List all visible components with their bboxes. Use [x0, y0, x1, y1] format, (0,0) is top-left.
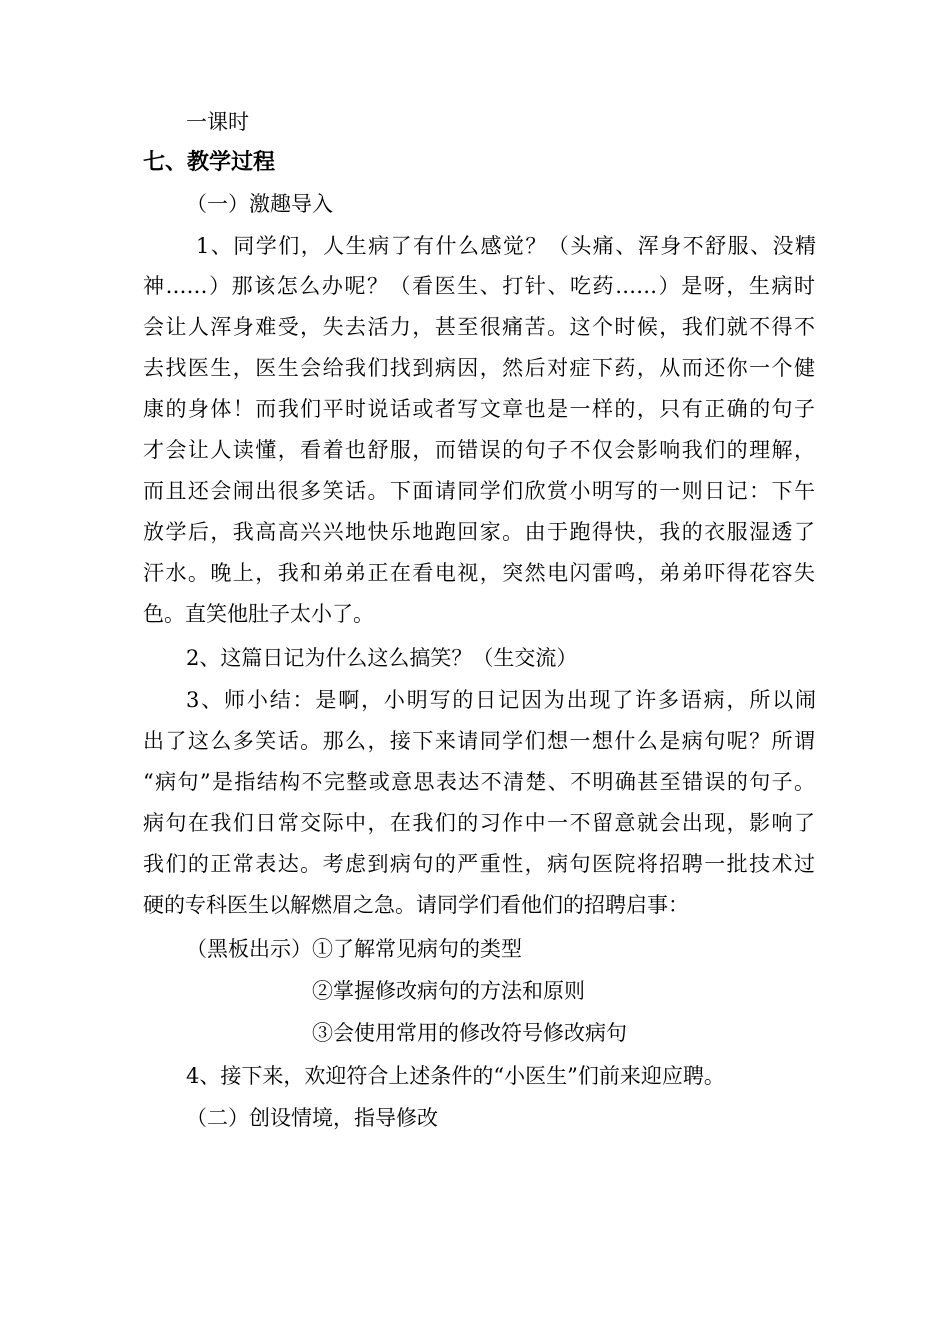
paragraph-line: 康的身体！而我们平时说话或者写文章也是一样的，只有正确的句子	[143, 397, 815, 421]
paragraph-line: 神……）那该怎么办呢？（看医生、打针、吃药……）是呀，生病时	[143, 274, 815, 298]
blackboard-item-3: ③会使用常用的修改符号修改病句	[312, 1021, 627, 1045]
paragraph-line: 2、这篇日记为什么这么搞笑？（生交流）	[186, 646, 578, 670]
paragraph-line: 3、师小结：是啊，小明写的日记因为出现了许多语病，所以闹	[186, 688, 816, 712]
section-heading-teaching-process: 七、教学过程	[143, 149, 276, 175]
subsection-heading-intro: （一）激趣导入	[186, 192, 333, 216]
paragraph-line: 色。直笑他肚子太小了。	[143, 602, 374, 626]
blackboard-item-1: （黑板出示）①了解常见病句的类型	[186, 937, 522, 961]
paragraph-line: 出了这么多笑话。那么，接下来请同学们想一想什么是病句呢？所谓	[143, 729, 815, 753]
blackboard-item-2: ②掌握修改病句的方法和原则	[312, 979, 585, 1003]
paragraph-line: 1、同学们，人生病了有什么感觉？（头痛、浑身不舒服、没精	[196, 234, 816, 258]
paragraph-line: 会让人浑身难受，失去活力，甚至很痛苦。这个时候，我们就不得不	[143, 315, 815, 339]
paragraph-line: 去找医生，医生会给我们找到病因，然后对症下药，从而还你一个健	[143, 356, 815, 380]
paragraph-line: 4、接下来，欢迎符合上述条件的“小医生”们前来迎应聘。	[186, 1064, 725, 1088]
paragraph-line: “病句”是指结构不完整或意思表达不清楚、不明确甚至错误的句子。	[143, 770, 815, 794]
paragraph-line: 而且还会闹出很多笑话。下面请同学们欣赏小明写的一则日记：下午	[143, 479, 815, 503]
paragraph-line: 硬的专科医生以解燃眉之急。请同学们看他们的招聘启事：	[143, 893, 689, 917]
paragraph-line: 放学后，我高高兴兴地快乐地跑回家。由于跑得快，我的衣服湿透了	[143, 520, 815, 544]
paragraph-line: 汗水。晚上，我和弟弟正在看电视，突然电闪雷鸣，弟弟吓得花容失	[143, 561, 815, 585]
paragraph-line: 我们的正常表达。考虑到病句的严重性，病句医院将招聘一批技术过	[143, 852, 815, 876]
paragraph-line: 才会让人读懂，看着也舒服，而错误的句子不仅会影响我们的理解，	[143, 438, 815, 462]
text-line-lesson-period: 一课时	[186, 110, 249, 134]
paragraph-line: 病句在我们日常交际中，在我们的习作中一不留意就会出现，影响了	[143, 811, 815, 835]
subsection-heading-guidance: （二）创设情境，指导修改	[186, 1106, 438, 1130]
